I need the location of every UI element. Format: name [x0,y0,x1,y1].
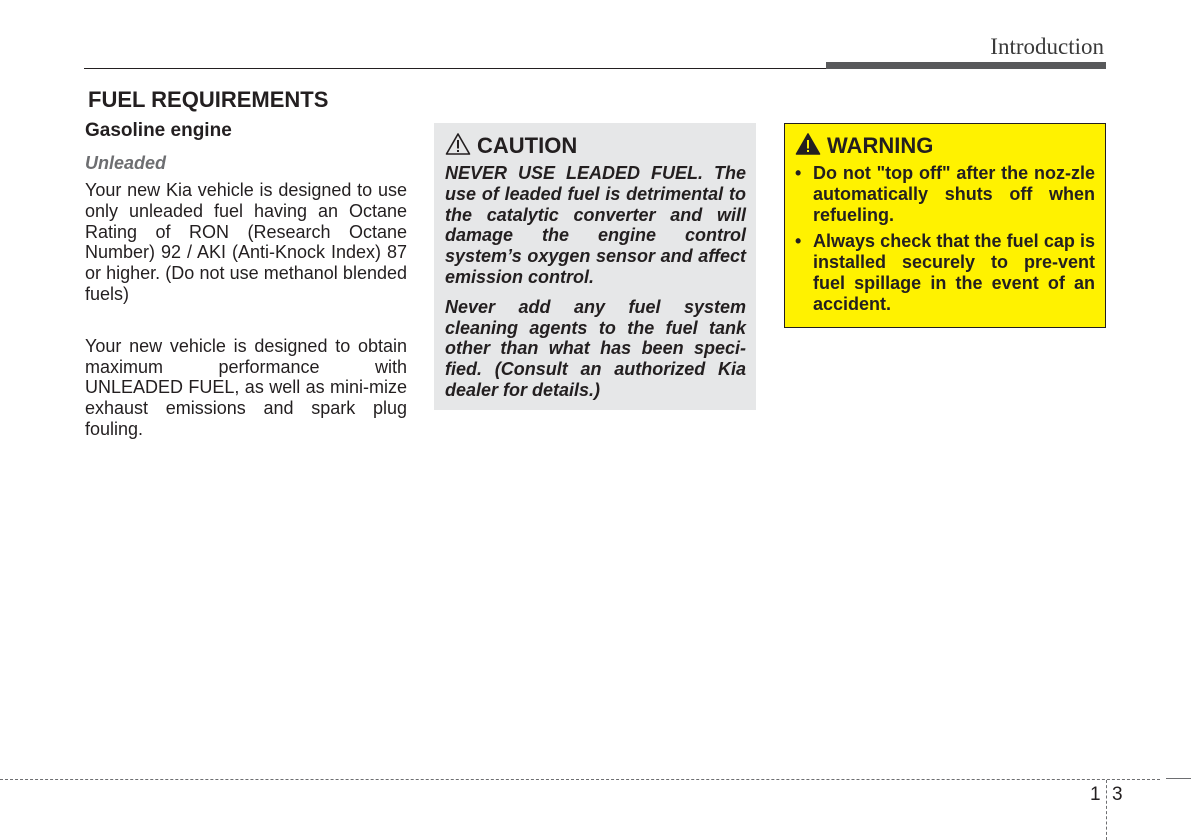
caution-paragraph: Never add any fuel system cleaning agents to the fuel tank other than what has been speci-fied. (Consult an authorized Kia dealer for details.) [445,296,746,400]
warning-item [795,163,1095,225]
warning-triangle-icon [795,132,821,161]
bullet: • [795,163,802,183]
page-number: 3 [1112,784,1123,805]
caution-box [434,123,756,410]
warning-box [784,123,1106,328]
running-header-title: Introduction [990,34,1104,59]
bullet: • [795,231,802,252]
subsubsection-title: Unleaded [85,153,167,173]
warning-item [795,231,1095,314]
footer-vertical-divider [1106,780,1107,840]
warning-header [795,133,1095,159]
warning-item-text: Do not "top off" after the noz-zle automatically shuts off when refueling. [813,163,1095,225]
caution-label: CAUTION [477,133,578,158]
warning-item-text: Always check that the fuel cap is installed securely to pre-vent fuel spillage in the event of an accident. [813,231,1095,314]
left-column [85,120,407,440]
chapter-number: 1 [1090,784,1101,805]
warning-list [795,163,1095,315]
header-accent-bar [826,62,1106,69]
section-title: FUEL REQUIREMENTS [88,87,329,112]
body-paragraph: Your new Kia vehicle is designed to use only unleaded fuel having an Octane Rating of RON (Research Octane Number) 92 / AKI (Anti-Knock Index) 87 or higher. (Do not use methanol blended fuels) [85,180,407,304]
subsection-title: Gasoline engine [85,120,232,141]
footer-dashed-rule [0,779,1160,780]
warning-label: WARNING [827,133,934,158]
caution-triangle-icon [445,132,471,161]
body-paragraph: Your new vehicle is designed to obtain maximum performance with UNLEADED FUEL, as well as mini-mize exhaust emissions and spark plug fouling. [85,335,407,439]
caution-header [445,133,746,159]
caution-paragraph: NEVER USE LEADED FUEL. The use of leaded fuel is detrimental to the catalytic converter and will damage the engine control system’s oxygen sensor and affect emission control. [445,163,746,287]
footer-solid-rule [1166,778,1191,779]
